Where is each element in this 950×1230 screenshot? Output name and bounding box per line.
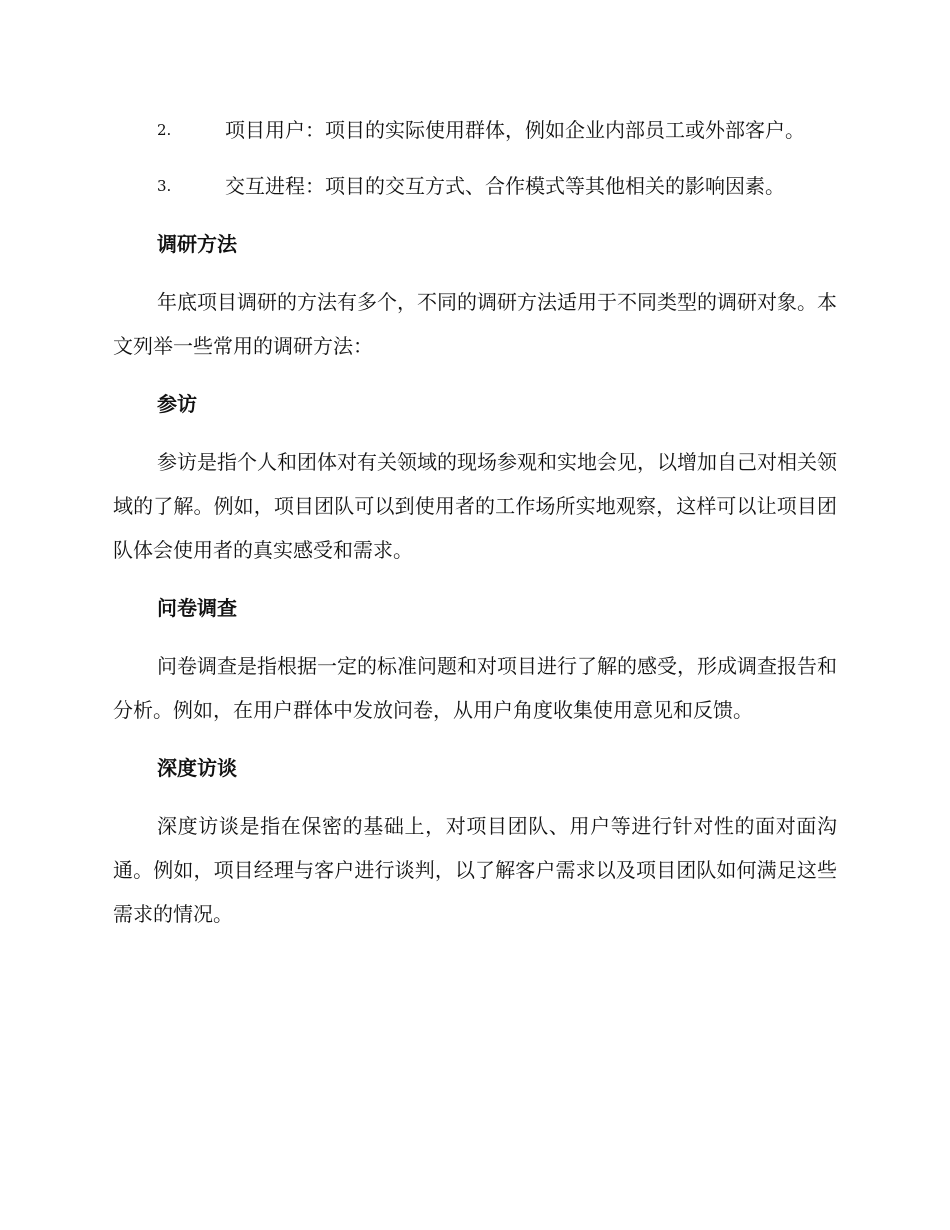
visit-paragraph: 参访是指个人和团体对有关领域的现场参观和实地会见，以增加自己对相关领域的了解。例如，项目团队可以到使用者的工作场所实地观察，这样可以让项目团队体会使用者的真实感受和需求。	[113, 450, 837, 562]
list-number: 3.	[157, 177, 172, 195]
interview-paragraph: 深度访谈是指在保密的基础上，对项目团队、用户等进行针对性的面对面沟通。例如，项目经理与客户进行谈判，以了解客户需求以及项目团队如何满足这些需求的情况。	[113, 814, 837, 926]
list-text: 项目用户：项目的实际使用群体，例如企业内部员工或外部客户。	[225, 118, 805, 142]
section-heading-visit: 参访	[157, 392, 197, 416]
section-heading-survey: 问卷调查	[157, 596, 237, 620]
document-page	[113, 108, 837, 936]
list-item	[113, 164, 837, 208]
methods-intro-paragraph: 年底项目调研的方法有多个，不同的调研方法适用于不同类型的调研对象。本文列举一些常用的调研方法：	[113, 290, 837, 358]
section-heading-interview: 深度访谈	[157, 756, 237, 780]
list-item	[113, 108, 837, 152]
list-number: 2.	[157, 121, 172, 139]
section-heading-methods: 调研方法	[157, 232, 237, 256]
survey-paragraph: 问卷调查是指根据一定的标准问题和对项目进行了解的感受，形成调查报告和分析。例如，在用户群体中发放问卷，从用户角度收集使用意见和反馈。	[113, 654, 837, 722]
list-text: 交互进程：项目的交互方式、合作模式等其他相关的影响因素。	[225, 174, 785, 198]
